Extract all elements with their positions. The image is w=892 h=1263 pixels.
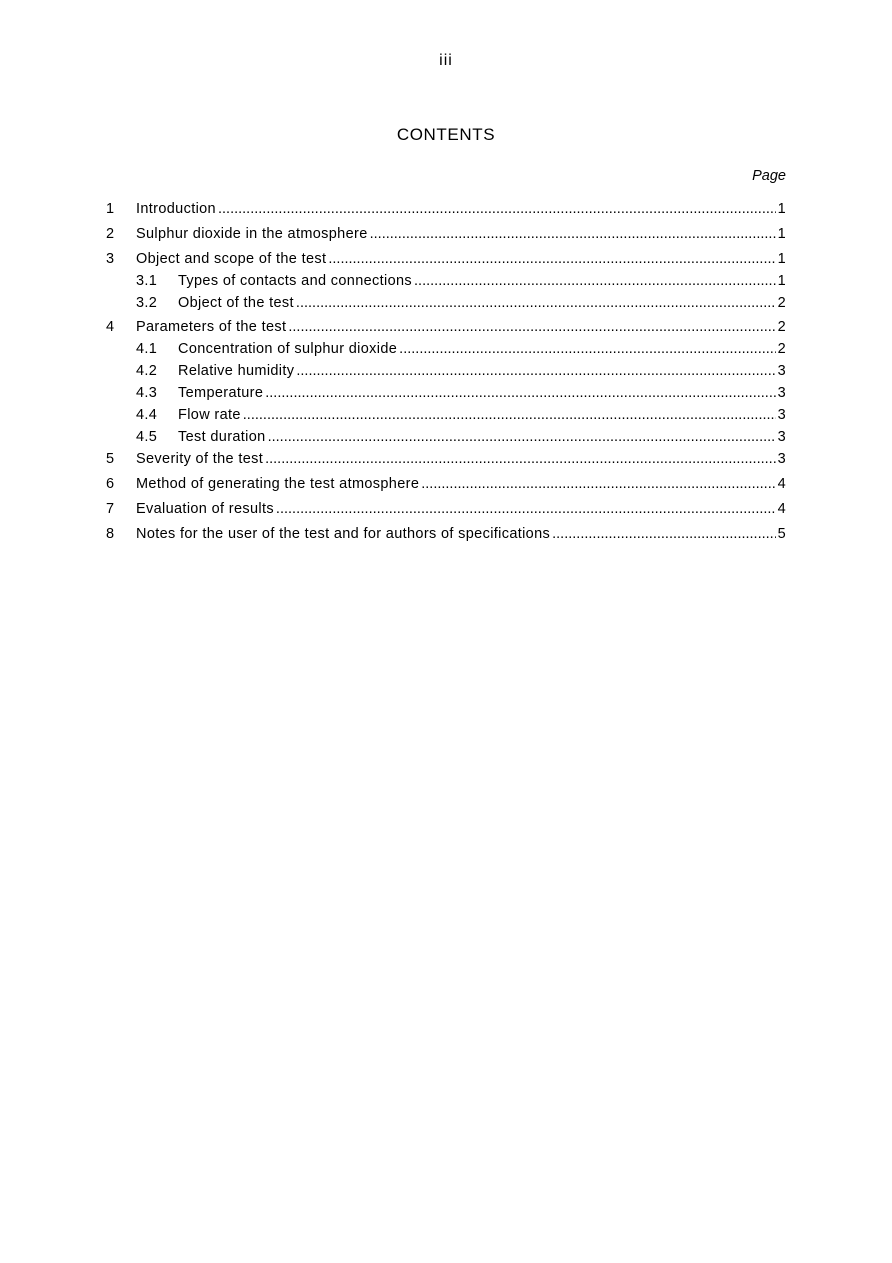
toc-entry-number: 4.2: [136, 363, 158, 380]
toc-entry-number: 4.3: [136, 385, 158, 402]
toc-entry-page: 3: [777, 363, 786, 380]
toc-entry-page: 3: [777, 429, 786, 446]
toc-leader-dots: [370, 225, 776, 243]
toc-leader-dots: [296, 294, 776, 312]
toc-entry-number: 7: [106, 500, 115, 517]
toc-entry-page: 1: [777, 225, 786, 242]
toc-leader-dots: [414, 272, 776, 290]
toc-subentry[interactable]: [106, 294, 786, 312]
toc-leader-dots: [552, 525, 775, 543]
toc-entry-label: Test duration: [178, 429, 266, 446]
toc-leader-dots: [265, 450, 775, 468]
toc-entry-page: 2: [777, 294, 786, 311]
toc-subentry[interactable]: [106, 340, 786, 358]
toc-leader-dots: [296, 362, 775, 380]
toc-entry-page: 5: [777, 525, 786, 542]
toc-entry[interactable]: [106, 200, 786, 218]
toc-leader-dots: [288, 318, 775, 336]
toc-entry-page: 3: [777, 407, 786, 424]
toc-entry-page: 1: [777, 272, 786, 289]
toc-entry-number: 4.1: [136, 341, 158, 358]
toc-leader-dots: [328, 250, 775, 268]
toc-entry-label: Temperature: [178, 385, 264, 402]
toc-entry[interactable]: [106, 318, 786, 336]
toc-entry-label: Severity of the test: [136, 451, 264, 468]
toc-entry-number: 4: [106, 319, 115, 336]
toc-entry-number: 3.2: [136, 294, 158, 311]
toc-entry-page: 2: [777, 319, 786, 336]
toc-entry-page: 3: [777, 385, 786, 402]
toc-entry-label: Notes for the user of the test and for authors of specifications: [136, 525, 551, 542]
toc-entry-label: Sulphur dioxide in the atmosphere: [136, 225, 368, 242]
toc-entry-page: 2: [777, 341, 786, 358]
toc-leader-dots: [421, 475, 775, 493]
toc-entry[interactable]: [106, 475, 786, 493]
toc-entry-number: 1: [106, 201, 115, 217]
toc-entry-number: 4.5: [136, 429, 158, 446]
toc-entry-label: Object and scope of the test: [136, 250, 327, 267]
toc-entry[interactable]: [106, 525, 786, 543]
toc-entry-label: Flow rate: [178, 407, 241, 424]
toc-subentry[interactable]: [106, 384, 786, 402]
toc-entry-number: 3: [106, 250, 115, 267]
toc-subentry[interactable]: [106, 362, 786, 380]
page-title: CONTENTS: [396, 125, 496, 144]
toc-leader-dots: [399, 340, 775, 358]
toc-entry-label: Parameters of the test: [136, 319, 287, 336]
toc-leader-dots: [268, 428, 776, 446]
toc-entry-label: Relative humidity: [178, 363, 295, 380]
toc-entry-page: 4: [777, 500, 786, 517]
toc-entry-page: 1: [777, 250, 786, 267]
toc-entry-page: 1: [777, 201, 786, 217]
toc-subentry[interactable]: [106, 428, 786, 446]
toc-entry-page: 3: [777, 451, 786, 468]
toc-entry[interactable]: [106, 225, 786, 243]
toc-entry[interactable]: [106, 450, 786, 468]
toc-leader-dots: [265, 384, 775, 402]
toc-entry-label: Method of generating the test atmosphere: [136, 476, 420, 493]
toc-entry-label: Introduction: [136, 201, 216, 217]
toc-entry-number: 5: [106, 451, 115, 468]
page-number: iii: [439, 52, 453, 69]
toc-entry[interactable]: [106, 250, 786, 268]
toc-subentry[interactable]: [106, 406, 786, 424]
toc-leader-dots: [276, 500, 776, 518]
toc-entry-label: Evaluation of results: [136, 500, 274, 517]
toc-entry-number: 4.4: [136, 407, 158, 424]
toc-leader-dots: [243, 406, 776, 424]
toc-entry-label: Concentration of sulphur dioxide: [178, 341, 398, 358]
toc-entry[interactable]: [106, 500, 786, 518]
toc-entry-label: Types of contacts and connections: [178, 272, 413, 289]
toc-leader-dots: [218, 200, 776, 218]
toc-entry-page: 4: [777, 476, 786, 493]
toc-entry-label: Object of the test: [178, 294, 294, 311]
toc-subentry[interactable]: [106, 272, 786, 290]
page-column-label: Page: [752, 168, 786, 184]
toc-entry-number: 6: [106, 476, 115, 493]
toc-entry-number: 3.1: [136, 272, 158, 289]
toc-entry-number: 2: [106, 225, 115, 242]
table-of-contents: [106, 200, 786, 543]
toc-entry-number: 8: [106, 525, 115, 542]
